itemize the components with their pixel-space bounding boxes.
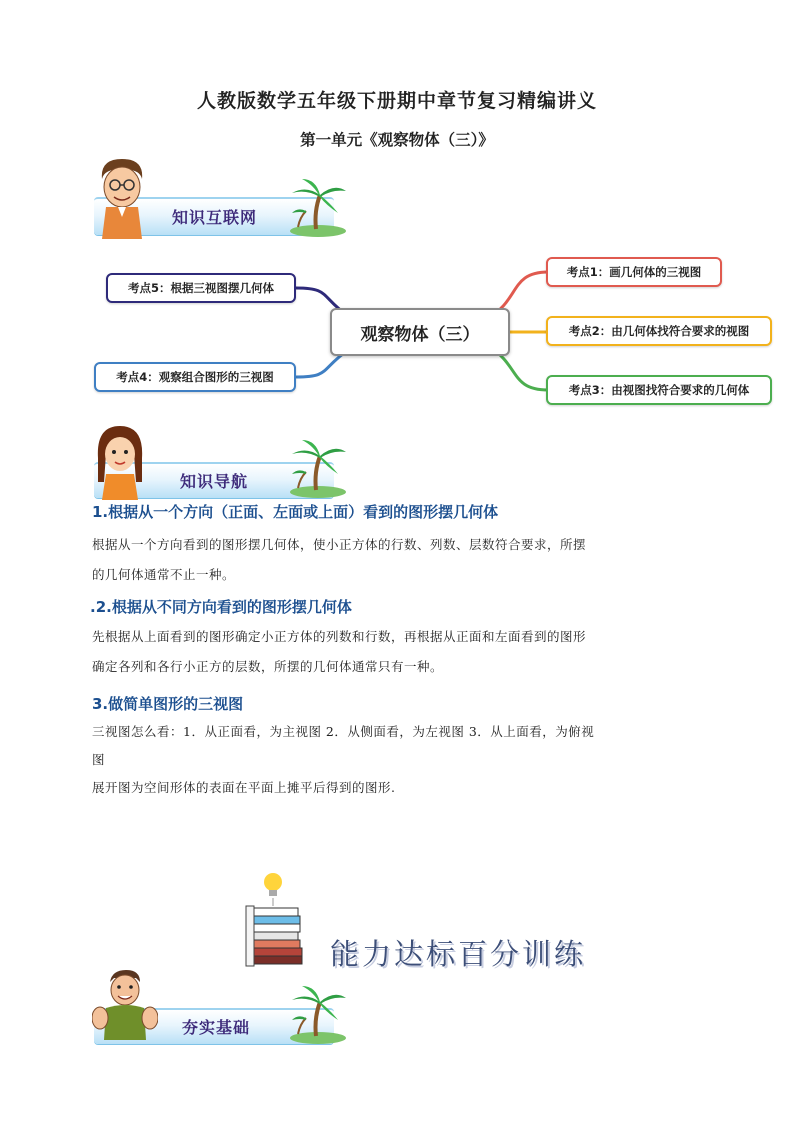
section-2-body xyxy=(92,622,712,682)
banner-label: 夯实基础 xyxy=(182,1018,251,1037)
section-3-line-3: 展开图为空间形体的表面在平面上摊平后得到的图形. xyxy=(92,780,396,795)
mindmap-node-5: 考点5：根据三视图摆几何体 xyxy=(106,273,296,303)
section-3-heading: 3.做简单图形的三视图 xyxy=(92,695,244,713)
mindmap-node-3: 考点3：由视图找符合要求的几何体 xyxy=(546,375,772,405)
mindmap-center-node: 观察物体（三） xyxy=(330,308,510,356)
training-title: 能力达标百分训练 xyxy=(330,937,587,971)
mindmap-node-4: 考点4：观察组合图形的三视图 xyxy=(94,362,296,392)
section-1-line-1: 根据从一个方向看到的图形摆几何体，使小正方体的行数、列数、层数符合要求，所摆 xyxy=(92,537,587,552)
section-2-line-2: 确定各列和各行小正方的层数，所摆的几何体通常只有一种。 xyxy=(92,659,444,674)
strong-man-cartoon-icon xyxy=(92,968,158,1048)
section-1-body xyxy=(92,530,712,590)
page-title: 人教版数学五年级下册期中章节复习精编讲义 xyxy=(196,90,597,112)
section-3-body xyxy=(92,718,712,802)
page-subtitle: 第一单元《观察物体（三）》 xyxy=(300,130,494,149)
section-1-heading: 1.根据从一个方向（正面、左面或上面）看到的图形摆几何体 xyxy=(92,503,499,521)
section-3-line-1: 三视图怎么看：1．从正面看，为主视图 2．从侧面看，为左视图 3．从上面看，为俯视 xyxy=(92,724,595,739)
mindmap-node-1: 考点1：画几何体的三视图 xyxy=(546,257,722,287)
girl-cartoon-icon xyxy=(92,424,148,500)
palm-tree-icon xyxy=(286,984,348,1044)
banner-foundation xyxy=(90,964,350,1048)
banner-label: 知识互联网 xyxy=(172,208,258,227)
palm-tree-icon xyxy=(286,438,348,498)
section-2-line-1: 先根据从上面看到的图形确定小正方体的列数和行数，再根据从正面和左面看到的图形 xyxy=(92,629,587,644)
section-3-line-2: 图 xyxy=(92,752,106,767)
mindmap-node-2: 考点2：由几何体找符合要求的视图 xyxy=(546,316,772,346)
books-lightbulb-icon xyxy=(244,870,312,968)
banner-knowledge-guide xyxy=(90,424,350,504)
section-2-heading: .2.根据从不同方向看到的图形摆几何体 xyxy=(90,598,352,616)
banner-label: 知识导航 xyxy=(180,472,249,491)
section-1-line-2: 的几何体通常不止一种。 xyxy=(92,567,236,582)
